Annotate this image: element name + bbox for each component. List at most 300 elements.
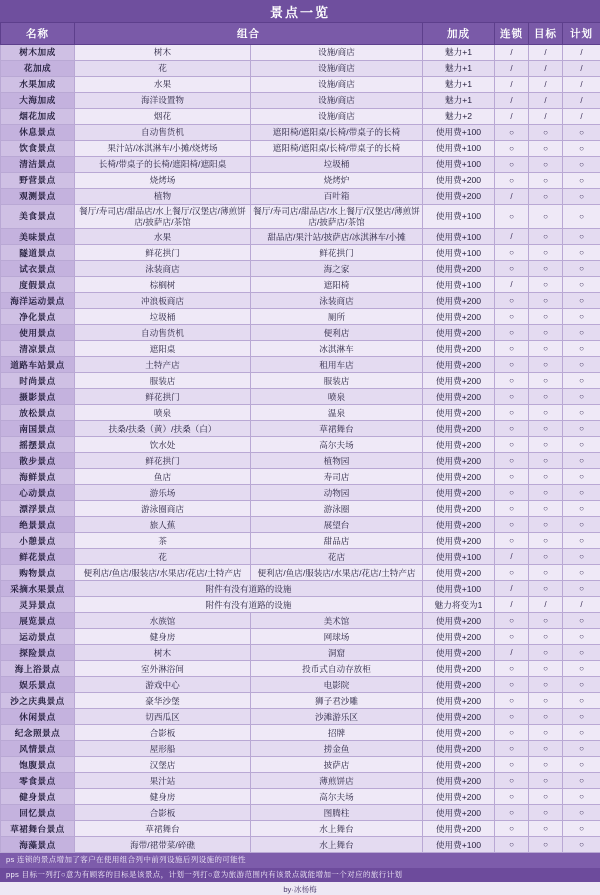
attraction-chain: / [495,277,529,293]
attraction-chain: ○ [495,837,529,853]
attraction-plan: ○ [563,205,600,229]
attraction-goal: ○ [529,437,563,453]
attraction-combo-b: 遮阳椅/遮阳桌/长椅/带桌子的长椅 [251,141,423,157]
note-ps: ps 连锁的景点增加了客户在使用组合列中前列设施后列设施的可能性 [0,853,600,867]
attraction-bonus: 使用费+200 [423,757,495,773]
attraction-combo-b: 水上舞台 [251,837,423,853]
attraction-chain: ○ [495,757,529,773]
attraction-bonus: 使用费+200 [423,661,495,677]
attraction-plan: ○ [563,277,600,293]
attraction-combo-a: 海带/裙带菜/碎礁 [75,837,251,853]
attraction-bonus: 使用费+200 [423,533,495,549]
attraction-chain: ○ [495,533,529,549]
attraction-combo-a: 便利店/鱼店/服装店/水果店/花店/土特产店 [75,565,251,581]
attraction-chain: ○ [495,205,529,229]
attraction-combo-b: 甜品店 [251,533,423,549]
attraction-bonus: 使用费+200 [423,469,495,485]
attraction-combo-b: 甜品店/果汁站/披萨店/冰淇淋车/小摊 [251,229,423,245]
attraction-chain: ○ [495,773,529,789]
attraction-chain: ○ [495,565,529,581]
attraction-plan: ○ [563,405,600,421]
attraction-combo-a: 鲜花拱门 [75,245,251,261]
attraction-combo-a: 树木 [75,645,251,661]
attraction-combo-b: 烧烤炉 [251,173,423,189]
attraction-goal: ○ [529,757,563,773]
attraction-table [0,22,600,853]
attraction-goal: ○ [529,565,563,581]
attraction-name: 树木加成 [1,45,75,61]
attraction-combo-b: 设施/商店 [251,61,423,77]
table-row [1,709,600,725]
attraction-combo-b: 泳装商店 [251,293,423,309]
attraction-combo-a: 长椅/带桌子的长椅/遮阳椅/遮阳桌 [75,157,251,173]
column-header-bonus: 加成 [423,23,495,45]
attraction-combo-a: 果汁站/冰淇淋车/小摊/烧烤场 [75,141,251,157]
table-row [1,821,600,837]
attraction-plan: / [563,109,600,125]
attraction-combo-b: 薄煎饼店 [251,773,423,789]
attraction-goal: ○ [529,157,563,173]
attraction-combo-a: 健身房 [75,789,251,805]
table-row [1,837,600,853]
attraction-bonus: 使用费+200 [423,189,495,205]
attraction-goal: ○ [529,661,563,677]
table-row [1,277,600,293]
attraction-combo-a: 泳装商店 [75,261,251,277]
attraction-combo-b: 餐厅/寿司店/甜品店/水上餐厅/汉堡店/薄煎饼店/披萨店/茶馆 [251,205,423,229]
table-row [1,437,600,453]
attraction-bonus: 使用费+100 [423,837,495,853]
attraction-chain: ○ [495,373,529,389]
attraction-plan: ○ [563,421,600,437]
attraction-bonus: 使用费+100 [423,581,495,597]
attraction-name: 回忆景点 [1,805,75,821]
attraction-combo-b: 图腾柱 [251,805,423,821]
table-row [1,229,600,245]
attraction-bonus: 使用费+200 [423,437,495,453]
attraction-plan: ○ [563,741,600,757]
table-row [1,109,600,125]
attraction-plan: ○ [563,157,600,173]
attraction-chain: ○ [495,421,529,437]
attraction-chain: ○ [495,517,529,533]
attraction-name: 大海加成 [1,93,75,109]
attraction-chain: / [495,229,529,245]
table-row [1,141,600,157]
table-row [1,629,600,645]
attraction-combo-a: 水果 [75,229,251,245]
attraction-plan: ○ [563,677,600,693]
attraction-goal: ○ [529,277,563,293]
attraction-combo-b: 高尔夫场 [251,789,423,805]
attraction-combo-b: 遮阳椅 [251,277,423,293]
attraction-plan: / [563,61,600,77]
table-row [1,341,600,357]
attraction-name: 观测景点 [1,189,75,205]
attraction-name: 纪念照景点 [1,725,75,741]
attraction-combo-a: 游泳圈商店 [75,501,251,517]
attraction-chain: / [495,109,529,125]
attraction-bonus: 使用费+200 [423,373,495,389]
attraction-chain: ○ [495,245,529,261]
attraction-plan: ○ [563,357,600,373]
attraction-combo-merged: 附件有没有道路的设施 [75,597,423,613]
attraction-combo-a: 果汁站 [75,773,251,789]
table-row [1,597,600,613]
attraction-combo-b: 捞金鱼 [251,741,423,757]
attraction-goal: ○ [529,261,563,277]
attraction-name: 海上浴景点 [1,661,75,677]
attraction-combo-a: 自动售货机 [75,125,251,141]
attraction-plan: ○ [563,533,600,549]
attraction-goal: ○ [529,325,563,341]
attraction-goal: / [529,45,563,61]
attraction-goal: ○ [529,469,563,485]
attraction-chain: / [495,549,529,565]
table-header [1,23,600,45]
attraction-goal: / [529,61,563,77]
attraction-combo-a: 土特产店 [75,357,251,373]
attraction-name: 美食景点 [1,205,75,229]
attraction-chain: ○ [495,789,529,805]
attraction-combo-a: 服装店 [75,373,251,389]
attraction-goal: ○ [529,125,563,141]
attraction-goal: ○ [529,357,563,373]
attraction-name: 放松景点 [1,405,75,421]
attraction-combo-b: 沙滩游乐区 [251,709,423,725]
attraction-name: 摇摆景点 [1,437,75,453]
attraction-combo-a: 屋形船 [75,741,251,757]
attraction-name: 散步景点 [1,453,75,469]
attraction-chain: / [495,597,529,613]
attraction-goal: ○ [529,501,563,517]
attraction-combo-a: 鲜花拱门 [75,389,251,405]
table-row [1,789,600,805]
attraction-bonus: 使用费+200 [423,173,495,189]
column-header-goal: 目标 [529,23,563,45]
attraction-chain: / [495,45,529,61]
attraction-chain: ○ [495,341,529,357]
attraction-plan: ○ [563,141,600,157]
attraction-goal: ○ [529,773,563,789]
table-row [1,645,600,661]
table-row [1,189,600,205]
attraction-combo-b: 便利店 [251,325,423,341]
table-row [1,469,600,485]
table-row [1,565,600,581]
attraction-name: 海鲜景点 [1,469,75,485]
attraction-name: 休息景点 [1,125,75,141]
attraction-combo-a: 餐厅/寿司店/甜品店/水上餐厅/汉堡店/薄煎饼店/披萨店/茶馆 [75,205,251,229]
attraction-combo-b: 植物园 [251,453,423,469]
attraction-combo-a: 合影板 [75,805,251,821]
attraction-name: 探险景点 [1,645,75,661]
table-row [1,549,600,565]
table-row [1,325,600,341]
attraction-name: 沙之庆典景点 [1,693,75,709]
attraction-combo-b: 招牌 [251,725,423,741]
attraction-plan: ○ [563,821,600,837]
attraction-goal: ○ [529,293,563,309]
attraction-combo-b: 便利店/鱼店/服装店/水果店/花店/土特产店 [251,565,423,581]
attraction-combo-b: 电影院 [251,677,423,693]
table-row [1,77,600,93]
attraction-goal: ○ [529,821,563,837]
attraction-name: 水果加成 [1,77,75,93]
attraction-combo-a: 烧烤场 [75,173,251,189]
attraction-goal: ○ [529,741,563,757]
attraction-name: 海藻景点 [1,837,75,853]
attraction-plan: ○ [563,293,600,309]
attraction-plan: / [563,45,600,61]
attraction-combo-a: 旅人蕉 [75,517,251,533]
attraction-plan: ○ [563,389,600,405]
attraction-goal: ○ [529,837,563,853]
attraction-bonus: 魅力+1 [423,45,495,61]
attraction-chain: ○ [495,141,529,157]
attraction-combo-a: 切西瓜区 [75,709,251,725]
attraction-chain: ○ [495,469,529,485]
table-row [1,389,600,405]
attraction-chain: ○ [495,173,529,189]
attraction-plan: ○ [563,261,600,277]
attraction-plan: ○ [563,549,600,565]
attraction-bonus: 使用费+200 [423,677,495,693]
attraction-name: 采摘水果景点 [1,581,75,597]
attraction-bonus: 使用费+200 [423,805,495,821]
attraction-combo-merged: 附件有没有道路的设施 [75,581,423,597]
attraction-combo-b: 展望台 [251,517,423,533]
attraction-goal: ○ [529,645,563,661]
attraction-plan: ○ [563,229,600,245]
attraction-name: 野营景点 [1,173,75,189]
attraction-bonus: 使用费+100 [423,229,495,245]
attraction-combo-a: 冲浪板商店 [75,293,251,309]
attraction-combo-a: 游戏中心 [75,677,251,693]
attraction-plan: ○ [563,189,600,205]
attraction-name: 净化景点 [1,309,75,325]
attraction-goal: ○ [529,581,563,597]
table-row [1,741,600,757]
attraction-chain: ○ [495,261,529,277]
attraction-name: 心动景点 [1,485,75,501]
attraction-goal: ○ [529,805,563,821]
attraction-combo-b: 百叶箱 [251,189,423,205]
attraction-name: 娱乐景点 [1,677,75,693]
attraction-combo-a: 遮阳桌 [75,341,251,357]
attraction-bonus: 使用费+100 [423,141,495,157]
attraction-bonus: 使用费+200 [423,741,495,757]
attraction-goal: ○ [529,725,563,741]
table-row [1,517,600,533]
attraction-combo-a: 喷泉 [75,405,251,421]
table-row [1,173,600,189]
attraction-combo-b: 美术馆 [251,613,423,629]
attraction-combo-a: 室外淋浴间 [75,661,251,677]
attraction-chain: ○ [495,677,529,693]
attraction-combo-b: 厕所 [251,309,423,325]
attraction-combo-a: 棕榈树 [75,277,251,293]
table-row [1,357,600,373]
attraction-chain: ○ [495,693,529,709]
attraction-combo-b: 设施/商店 [251,109,423,125]
attraction-plan: ○ [563,645,600,661]
attraction-plan: ○ [563,581,600,597]
attraction-bonus: 使用费+200 [423,517,495,533]
table-row [1,261,600,277]
table-row [1,373,600,389]
attraction-plan: ○ [563,453,600,469]
attraction-bonus: 使用费+200 [423,325,495,341]
attraction-combo-b: 花店 [251,549,423,565]
attraction-plan: ○ [563,693,600,709]
attraction-goal: ○ [529,229,563,245]
attraction-goal: / [529,93,563,109]
attraction-goal: ○ [529,405,563,421]
attraction-bonus: 使用费+200 [423,789,495,805]
attraction-goal: ○ [529,245,563,261]
header-row [1,23,600,45]
attraction-combo-b: 草裙舞台 [251,421,423,437]
attraction-combo-b: 遮阳椅/遮阳桌/长椅/带桌子的长椅 [251,125,423,141]
attraction-combo-a: 合影板 [75,725,251,741]
table-row [1,157,600,173]
attraction-goal: ○ [529,693,563,709]
attraction-plan: ○ [563,469,600,485]
attraction-combo-a: 树木 [75,45,251,61]
attraction-plan: ○ [563,661,600,677]
attraction-goal: ○ [529,173,563,189]
attraction-bonus: 使用费+200 [423,565,495,581]
attraction-bonus: 魅力+2 [423,109,495,125]
attraction-chain: / [495,93,529,109]
column-header-combo: 组合 [75,23,423,45]
attraction-name: 度假景点 [1,277,75,293]
attraction-name: 饱腹景点 [1,757,75,773]
attraction-plan: ○ [563,245,600,261]
attraction-bonus: 使用费+100 [423,205,495,229]
attraction-combo-a: 植物 [75,189,251,205]
attraction-chain: ○ [495,501,529,517]
attraction-combo-a: 健身房 [75,629,251,645]
table-row [1,661,600,677]
attraction-bonus: 使用费+200 [423,453,495,469]
attraction-bonus: 使用费+100 [423,549,495,565]
attraction-bonus: 使用费+200 [423,773,495,789]
attraction-name: 运动景点 [1,629,75,645]
attraction-chain: ○ [495,125,529,141]
attraction-combo-b: 租用车店 [251,357,423,373]
attraction-chain: / [495,645,529,661]
attraction-combo-b: 垃圾桶 [251,157,423,173]
attraction-combo-a: 汉堡店 [75,757,251,773]
table-body [1,45,600,853]
attraction-name: 绝景景点 [1,517,75,533]
attraction-goal: ○ [529,141,563,157]
table-row [1,45,600,61]
attraction-goal: ○ [529,517,563,533]
table-row [1,501,600,517]
attraction-combo-b: 冰淇淋车 [251,341,423,357]
attraction-chain: / [495,61,529,77]
column-header-name: 名称 [1,23,75,45]
attraction-goal: ○ [529,709,563,725]
attraction-goal: ○ [529,629,563,645]
attraction-combo-a: 游乐场 [75,485,251,501]
attraction-goal: / [529,109,563,125]
attraction-plan: ○ [563,709,600,725]
attraction-name: 烟花加成 [1,109,75,125]
attraction-combo-a: 扶桑/扶桑（黄）/扶桑（白） [75,421,251,437]
attraction-goal: ○ [529,373,563,389]
table-row [1,453,600,469]
attraction-goal: ○ [529,389,563,405]
attraction-plan: ○ [563,501,600,517]
attraction-chain: ○ [495,709,529,725]
attraction-combo-b: 温泉 [251,405,423,421]
attraction-bonus: 魅力+1 [423,77,495,93]
attraction-name: 试衣景点 [1,261,75,277]
attraction-combo-a: 垃圾桶 [75,309,251,325]
attraction-chain: / [495,77,529,93]
attraction-plan: ○ [563,437,600,453]
attraction-chain: ○ [495,453,529,469]
attraction-chain: ○ [495,725,529,741]
attraction-name: 摄影景点 [1,389,75,405]
table-row [1,421,600,437]
attraction-plan: ○ [563,309,600,325]
attraction-combo-b: 高尔夫场 [251,437,423,453]
attraction-combo-a: 豪华沙堡 [75,693,251,709]
attraction-chain: ○ [495,389,529,405]
attraction-name: 饮食景点 [1,141,75,157]
attraction-chain: ○ [495,405,529,421]
attraction-bonus: 使用费+100 [423,125,495,141]
attraction-combo-a: 草裙舞台 [75,821,251,837]
attraction-plan: ○ [563,629,600,645]
attraction-name: 花加成 [1,61,75,77]
attraction-combo-a: 饮水处 [75,437,251,453]
attraction-name: 清洁景点 [1,157,75,173]
attraction-combo-a: 自动售货机 [75,325,251,341]
attraction-bonus: 使用费+100 [423,277,495,293]
attraction-bonus: 魅力+1 [423,93,495,109]
attraction-name: 时尚景点 [1,373,75,389]
table-row [1,693,600,709]
attraction-chain: ○ [495,629,529,645]
attraction-bonus: 使用费+200 [423,485,495,501]
table-row [1,581,600,597]
attraction-goal: ○ [529,205,563,229]
attraction-combo-a: 花 [75,549,251,565]
attraction-chain: / [495,189,529,205]
attraction-name: 健身景点 [1,789,75,805]
attraction-combo-b: 鲜花拱门 [251,245,423,261]
attraction-bonus: 使用费+200 [423,709,495,725]
table-row [1,61,600,77]
attraction-name: 休闲景点 [1,709,75,725]
table-row [1,309,600,325]
attraction-chain: ○ [495,325,529,341]
attraction-chain: ○ [495,613,529,629]
attraction-combo-b: 设施/商店 [251,93,423,109]
attraction-chain: ○ [495,485,529,501]
attraction-bonus: 使用费+200 [423,629,495,645]
attraction-combo-a: 水族馆 [75,613,251,629]
attraction-combo-a: 水果 [75,77,251,93]
attraction-bonus: 使用费+200 [423,693,495,709]
attraction-bonus: 使用费+100 [423,245,495,261]
